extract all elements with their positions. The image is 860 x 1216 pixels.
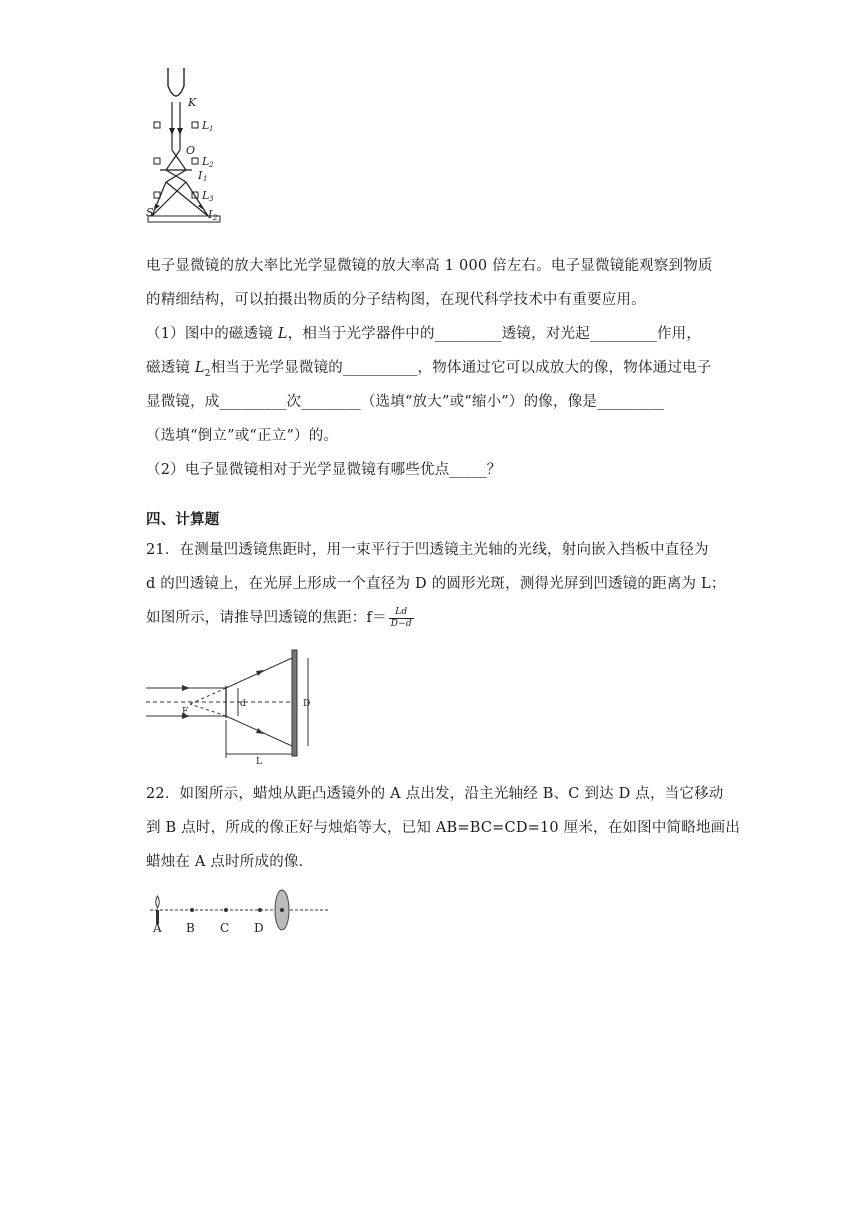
- point-B: [190, 908, 194, 912]
- q20-part1-line4: （选填“倒立”或“正立”）的。: [146, 428, 339, 444]
- q21-line2: d 的凹透镜上，在光屏上形成一个直径为 D 的圆形光斑，测得光屏到凹透镜的距离为 L；: [146, 576, 726, 592]
- concave-lens-figure: [146, 648, 326, 766]
- q20-part1-line2: [146, 356, 712, 379]
- label-L1: L: [202, 119, 210, 132]
- light-screen: [292, 650, 297, 756]
- cathode-shape: [168, 68, 184, 96]
- q20-part1-line1-b: ，相当于光学器件中的_________透镜，对光起_________作用，: [287, 326, 702, 342]
- point-C: [224, 908, 228, 912]
- label-O: O: [186, 144, 196, 157]
- label-L1-sub: 1: [209, 125, 214, 133]
- q20-intro-line1: 电子显微镜的放大率比光学显微镜的放大率高 1 000 倍左右。电子显微镜能观察到物质: [146, 258, 713, 274]
- label-d: d: [240, 699, 246, 709]
- fraction-numerator: Ld: [389, 607, 414, 619]
- q20-part1-line1-a: （1）图中的磁透镜: [146, 326, 278, 342]
- q22-line3: 蜡烛在 A 点时所成的像．: [146, 854, 314, 870]
- q20-part1-line2-L: L: [194, 360, 205, 376]
- label-L2: L: [202, 155, 210, 168]
- candle-flame-icon: [156, 896, 160, 908]
- label-K: K: [188, 96, 197, 109]
- point-D: [258, 908, 262, 912]
- electron-microscope-figure: [146, 66, 236, 234]
- extension-bottom: [190, 704, 226, 716]
- focal-length-fraction: [389, 607, 414, 630]
- label-L2-sub: 2: [209, 161, 214, 169]
- label-L3-sub: 3: [209, 195, 214, 203]
- label-C: C: [220, 921, 230, 934]
- label-A: A: [153, 921, 162, 934]
- section-heading: 四、计算题: [146, 512, 220, 528]
- q21-line3-text: 如图所示，请推导凹透镜的焦距：f＝: [146, 610, 387, 626]
- q20-part2-line: （2）电子显微镜相对于光学显微镜有哪些优点_____？: [146, 462, 502, 478]
- q20-part1-line1: [146, 322, 701, 343]
- label-F: F: [182, 707, 189, 717]
- lens-squares: [154, 122, 198, 198]
- q20-part1-line1-L: L: [277, 326, 288, 342]
- label-D: D: [254, 921, 264, 934]
- label-D: D: [303, 699, 311, 709]
- label-I1-sub: 1: [203, 175, 208, 183]
- q22-line2: 到 B 点时，所成的像正好与烛焰等大，已知 AB=BC=CD=10 厘米，在如图中简略地画出: [146, 820, 741, 836]
- fraction-denominator: D−d: [390, 618, 412, 629]
- q20-part1-line3: 显微镜，成_________次________（选填“放大”或“缩小”）的像，像是_________: [146, 394, 665, 410]
- label-I2: I: [208, 208, 213, 221]
- q20-part1-line2-sub: 2: [204, 368, 211, 379]
- q21-line1: 21．在测量凹透镜焦距时，用一束平行于凹透镜主光轴的光线，射向嵌入挡板中直径为: [146, 542, 709, 558]
- q20-part1-line2-b: 相当于光学显微镜的__________，物体通过它可以成放大的像，物体通过电子: [210, 360, 712, 376]
- label-L: L: [256, 757, 262, 766]
- label-B: B: [186, 921, 195, 934]
- label-I2-sub: 2: [213, 214, 218, 222]
- q20-part1-line2-a: 磁透镜: [146, 360, 195, 376]
- label-I1: I: [198, 169, 203, 182]
- q20-intro-line2: 的精细结构，可以拍摄出物质的分子结构图，在现代科学技术中有重要应用。: [146, 292, 646, 308]
- label-S: S: [146, 206, 154, 219]
- candle-lens-figure: [146, 886, 332, 934]
- q22-line1: 22．如图所示，蜡烛从距凸透镜外的 A 点出发，沿主光轴经 B、C 到达 D 点，当它移动: [146, 786, 724, 802]
- q21-line3: [146, 606, 414, 630]
- label-L3: L: [202, 189, 210, 202]
